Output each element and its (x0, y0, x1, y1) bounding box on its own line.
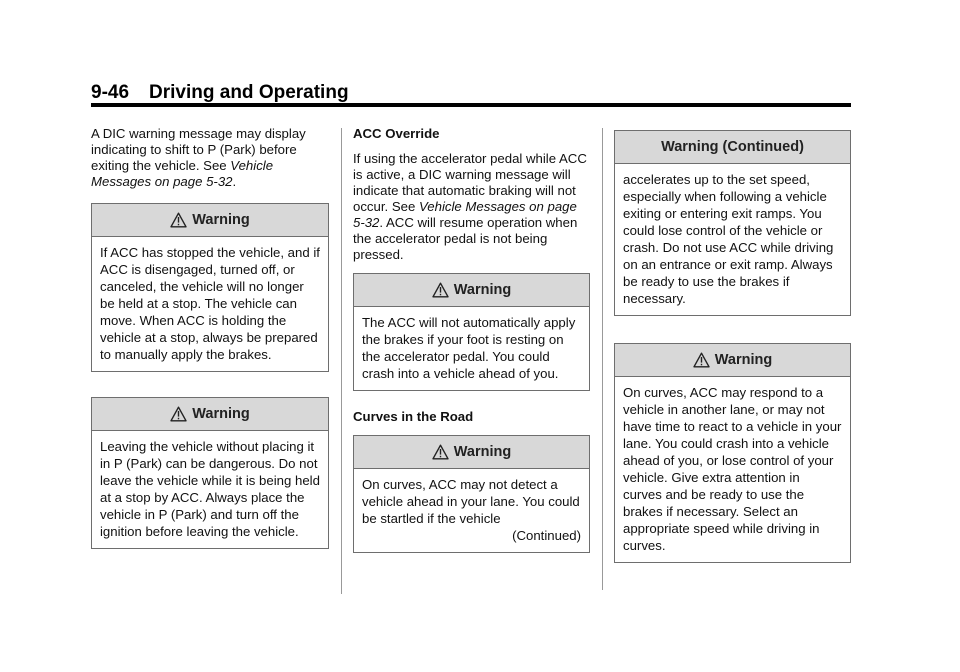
subheading-acc-override: ACC Override (353, 126, 440, 141)
column-2 (353, 126, 590, 553)
warning-box (614, 343, 851, 563)
warning-body: On curves, ACC may respond to a vehicle in another lane, or may not have time to react to a vehicle in your lane. You could crash into a vehicle ahead of you, or lose control of your vehicle. Give extra attention in curves and be ready to use the brakes if necessary. Select an appropriate speed while driving in curves. (623, 385, 842, 553)
column-3 (614, 126, 851, 563)
warning-title: Warning (453, 282, 512, 298)
warning-header (354, 436, 589, 469)
cross-reference-link[interactable]: Vehicle Messages on page 5-32 (91, 158, 274, 189)
override-paragraph: If using the accelerator pedal while ACC is active, a DIC warning message will indicate that automatic braking will not occur. See Vehicle Messages on page 5-32. ACC will resume operation when the accelerator pedal is not being pressed. (353, 151, 587, 262)
warning-triangle-icon (432, 282, 449, 298)
warning-triangle-icon (170, 406, 187, 422)
warning-box (353, 273, 590, 391)
warning-box (353, 435, 590, 553)
warning-body: Leaving the vehicle without placing it in P (Park) can be dangerous. Do not leave the vehicle while it is being held at a stop by ACC. Always place the vehicle in P (Park) and turn off the ignition before leaving the vehicle. (100, 439, 320, 539)
column-divider (602, 128, 603, 590)
warning-body: On curves, ACC may not detect a vehicle ahead in your lane. You could be startled if the vehicle (Continued) (362, 477, 581, 543)
intro-paragraph: A DIC warning message may display indicating to shift to P (Park) before exiting the vehicle. See Vehicle Messages on page 5-32. (91, 126, 306, 189)
warning-title: Warning (192, 212, 250, 228)
column-1 (91, 126, 329, 549)
warning-title: Warning (714, 352, 773, 368)
warning-title: Warning (Continued) (661, 139, 804, 155)
warning-header (615, 131, 850, 164)
warning-header (92, 398, 328, 431)
cross-reference-link[interactable]: Vehicle Messages on page 5-32 (353, 199, 577, 230)
warning-title: Warning (192, 406, 250, 422)
column-divider (341, 128, 342, 594)
warning-body: The ACC will not automatically apply the brakes if your foot is resting on the accelerator pedal. You could crash into a vehicle ahead of you. (362, 315, 576, 381)
warning-triangle-icon (693, 352, 710, 368)
warning-header (615, 344, 850, 377)
warning-title: Warning (453, 444, 512, 460)
page-number: 9-46 (91, 82, 130, 103)
warning-body: If ACC has stopped the vehicle, and if ACC is disengaged, turned off, or canceled, the vehicle will no longer be held at a stop. The vehicle can move. When ACC is holding the vehicle at a stop, always be prepared to manually apply the brakes. (100, 245, 320, 362)
section-title: Driving and Operating (149, 82, 349, 103)
warning-box-continued (614, 130, 851, 316)
subheading-curves: Curves in the Road (353, 409, 474, 424)
continued-label: (Continued) (512, 528, 581, 543)
warning-header (92, 204, 328, 237)
warning-header (354, 274, 589, 307)
warning-triangle-icon (432, 444, 449, 460)
warning-box (91, 397, 329, 549)
warning-body: accelerates up to the set speed, especially when following a vehicle exiting or entering exit ramps. You could lose control of the vehicle or crash. Do not use ACC while driving on an entrance or exit ramp. Always be ready to use the brakes if necessary. (623, 172, 834, 306)
header-rule (91, 103, 851, 107)
warning-box (91, 203, 329, 372)
warning-triangle-icon (170, 212, 187, 228)
